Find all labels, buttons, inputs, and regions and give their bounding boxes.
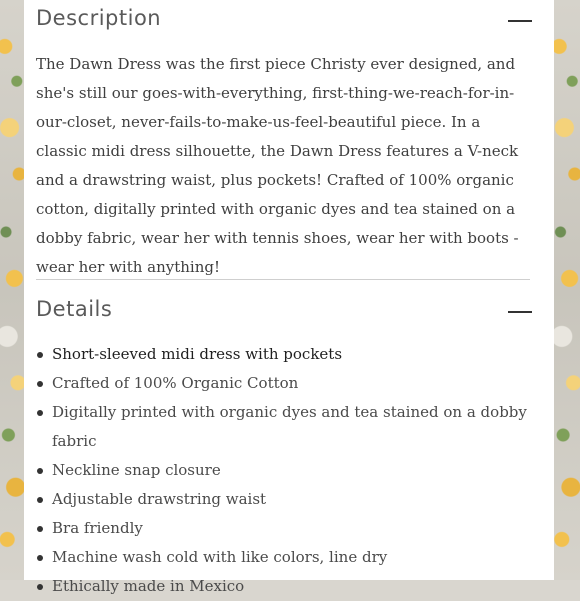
- details-collapse-icon[interactable]: [508, 311, 532, 313]
- section-divider: [36, 279, 530, 280]
- details-item: Machine wash cold with like colors, line dry: [36, 543, 536, 572]
- bullet-icon: [37, 410, 43, 416]
- description-header[interactable]: [36, 6, 532, 30]
- details-item: Crafted of 100% Organic Cotton: [36, 369, 536, 398]
- bullet-icon: [37, 468, 43, 474]
- bullet-icon: [37, 526, 43, 532]
- details-item: Neckline snap closure: [36, 456, 536, 485]
- floral-background-left: [0, 0, 24, 580]
- details-list: [36, 340, 536, 601]
- details-item: Digitally printed with organic dyes and tea stained on a dobby fabric: [36, 398, 536, 456]
- description-collapse-icon[interactable]: [508, 20, 532, 22]
- description-text: The Dawn Dress was the first piece Christy ever designed, and she's still our goes-with-everything, first-thing-we-reach-for-in-our-closet, never-fails-to-make-us-feel-beautiful piece. In a classic midi dress silhouette, the Dawn Dress features a V-neck and a drawstring waist, plus pockets! Crafted of 100% organic cotton, digitally printed with organic dyes and tea stained on a dobby fabric, wear her with tennis shoes, wear her with boots - wear her with anything!: [36, 55, 519, 276]
- details-item: Short-sleeved midi dress with pockets: [36, 340, 536, 369]
- details-title: Details: [36, 297, 113, 321]
- bullet-icon: [37, 584, 43, 590]
- details-header[interactable]: [36, 297, 532, 321]
- details-item: Adjustable drawstring waist: [36, 485, 536, 514]
- description-title: Description: [36, 6, 162, 30]
- product-info-panel: [24, 0, 554, 595]
- bullet-icon: [37, 352, 43, 358]
- bullet-icon: [37, 381, 43, 387]
- bullet-icon: [37, 555, 43, 561]
- details-item: Ethically made in Mexico: [36, 572, 536, 601]
- details-item: Bra friendly: [36, 514, 536, 543]
- floral-background-right: [554, 0, 580, 580]
- bullet-icon: [37, 497, 43, 503]
